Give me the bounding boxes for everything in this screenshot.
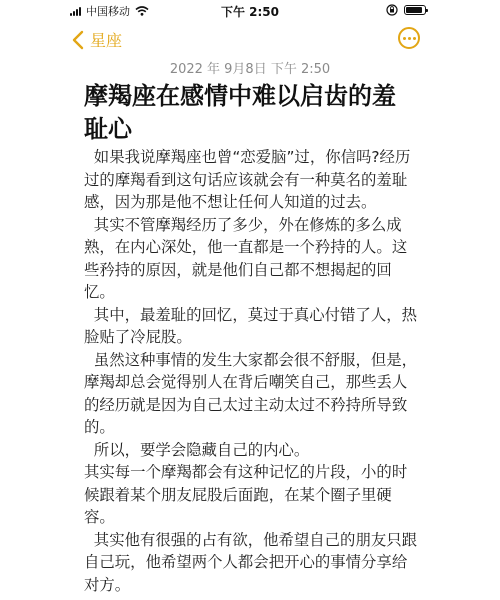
chevron-left-icon	[72, 30, 84, 50]
more-options-icon	[403, 37, 406, 40]
status-time: 下午 2:50	[220, 5, 280, 19]
more-options-button[interactable]	[398, 27, 420, 49]
note-paragraph: 其中，最羞耻的回忆，莫过于真心付错了人，热脸贴了冷屁股。	[84, 305, 418, 346]
rotation-lock-icon	[386, 4, 398, 16]
more-dot	[408, 37, 411, 40]
carrier-name: 中国移动	[86, 5, 130, 18]
status-right	[386, 4, 426, 16]
back-button-label: 星座	[90, 31, 123, 50]
status-bar	[0, 0, 500, 22]
note-paragraph: 其实他有很强的占有欲，他希望自己的朋友只跟自己玩，他希望两个人都会把开心的事情分享给对方。	[84, 530, 418, 594]
note-body[interactable]	[84, 146, 418, 596]
note-paragraph: 其实每一个摩羯都会有这种记忆的片段，小的时候跟着某个朋友屁股后面跑，在某个圈子里硬容。	[84, 463, 408, 526]
battery-level	[406, 7, 422, 13]
note-paragraph: 如果我说摩羯座也曾“恋爱脑”过，你信吗?经历过的摩羯看到这句话应该就会有一种莫名的羞耻感，因为那是他不想让任何人知道的过去。	[84, 148, 411, 211]
more-dot	[413, 37, 416, 40]
back-button[interactable]	[72, 28, 122, 51]
battery-cap	[426, 9, 428, 12]
note-paragraph: 其实不管摩羯经历了多少，外在修炼的多么成熟，在内心深处，他一直都是一个矜持的人。这些矜持的原因，就是他们自己都不想揭起的回忆。	[84, 215, 408, 301]
note-title: 摩羯座在感情中难以启齿的羞耻心	[84, 82, 396, 143]
note-date: 2022 年 9月8日 下午 2:50	[169, 62, 331, 77]
note-paragraph: 所以，要学会隐藏自己的内心。	[84, 440, 310, 459]
battery-icon	[404, 5, 426, 15]
note-paragraph: 虽然这种事情的发生大家都会很不舒服，但是，摩羯却总会觉得别人在背后嘲笑自己，那些丢人的经历就是因为自己太过主动太过不矜持所导致的。	[84, 350, 418, 436]
nav-bar	[0, 22, 500, 56]
